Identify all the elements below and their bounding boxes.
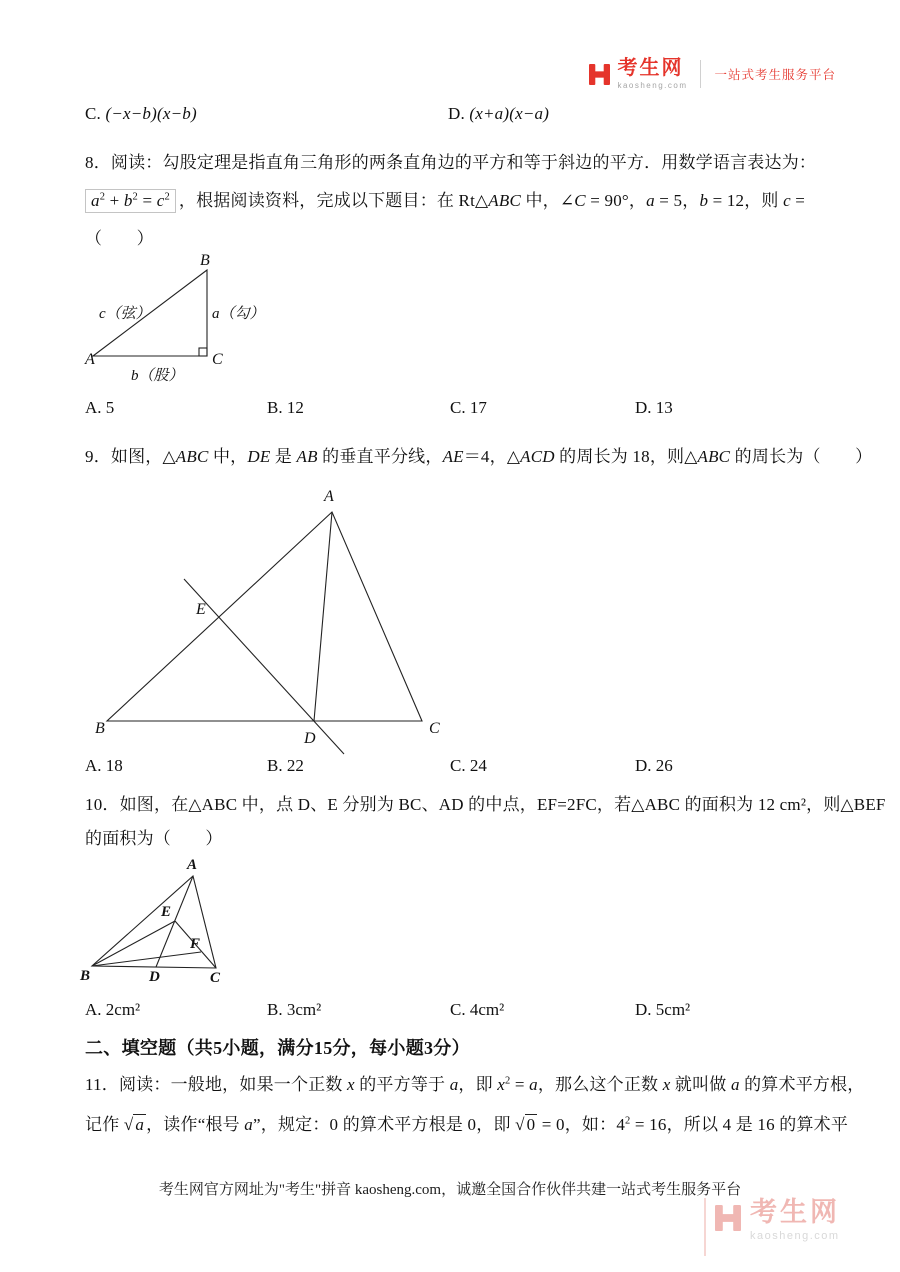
question8-answer-blank: （ ） [85,229,154,248]
question10-text-line1: 10．如图，在△ABC 中，点 D、E 分别为 BC、AD 的中点，EF=2FC，若△ABC 的面积为 12 cm²，则△BEF [85,795,886,814]
side-label-leg-b: b（股） [131,368,184,384]
segment-bf [92,952,201,966]
point-label-f: F [190,936,201,952]
question10-option-a: A. 2cm² [85,1000,141,1019]
brand-text-block [617,58,687,90]
question8-option-a: A. 5 [85,398,115,417]
segment-be [92,921,175,966]
brand-tagline: 一站式考生服务平台 [714,68,836,82]
point-label-d: D [149,969,160,985]
brand-logo[interactable] [589,58,836,90]
watermark-h-icon [715,1205,741,1231]
watermark-divider [704,1198,706,1256]
watermark [704,1198,840,1256]
question9-option-a: A. 18 [85,756,123,775]
question8-text-line1: 8．阅读：勾股定理是指直角三角形的两条直角边的平方和等于斜边的平方．用数学语言表达为： [85,153,817,172]
vertex-label-c: C [429,720,440,737]
question10-option-b: B. 3cm² [267,1000,322,1019]
question8-option-c: C. 17 [450,398,487,417]
question7-option-c: C. (−x−b)(x−b) [85,104,197,123]
watermark-brand-name: 考生网 [750,1197,840,1227]
question11-text-line1: 11．阅读：一般地，如果一个正数 x 的平方等于 a，即 $x^2 = a$，那么这个正数 x 就叫做 a 的算术平方根， [85,1075,865,1094]
vertex-label-b: B [80,968,91,984]
point-label-e: E [196,601,206,618]
vertex-label-a: A [187,857,198,873]
question9-options-row [85,756,855,776]
vertex-label-a: A [85,351,95,368]
point-label-e: E [161,904,172,920]
question8-options-row [85,398,855,418]
question10-option-d: D. 5cm² [635,1000,691,1019]
question8-text-line2-rest: ，根据阅读资料，完成以下题目：在 Rt△ABC 中，∠C = 90°，a = 5，b = 12，则 c = [178,191,806,210]
question9-option-b: B. 22 [267,756,304,775]
brand-name: 考生网 [617,57,684,79]
vertex-label-b: B [95,720,105,737]
vertex-label-c: C [210,970,221,986]
brand-domain: kaosheng.com [617,81,688,90]
section2-title: 二、填空题（共5小题，满分15分，每小题3分） [85,1038,470,1058]
triangle-abc [92,876,216,968]
q10-triangle-diagram [80,856,250,992]
footer-text: 考生网官方网址为"考生"拼音 kaosheng.com，诚邀全国合作伙伴共建一站式考生服务平台 [158,1182,742,1198]
segment-ad [314,512,332,721]
question8-option-b: B. 12 [267,398,304,417]
pythagorean-formula: $a^2 + b^2 = c^2$ [85,189,176,213]
question8-text-line2 [85,186,805,211]
perpendicular-bisector-line [184,579,344,754]
brand-divider [700,60,701,88]
right-angle-mark [199,348,207,356]
side-label-hypotenuse: c（弦） [99,306,151,322]
question8-option-d: D. 13 [635,398,673,417]
question9-text: 9．如图，△ABC 中，DE 是 AB 的垂直平分线，AE＝4，△ACD 的周长为 18，则△ABC 的周长为（ ） [85,447,873,466]
vertex-label-a: A [324,488,334,505]
question7-options-row [85,104,845,124]
question9-option-c: C. 24 [450,756,487,775]
vertex-label-c: C [212,351,223,368]
vertex-label-b: B [200,252,210,269]
question11-text-line2: 记作 √ a ，读作“根号 a”，规定：0 的算术平方根是 0，即 √ 0 = 0，如：$4^2 = 16$，所以 4 是 16 的算术平 [85,1115,849,1134]
question10-options-row [85,1000,855,1020]
triangle-abc [107,512,422,721]
point-label-d: D [304,730,316,747]
q8-right-triangle-diagram [85,252,320,392]
question9-option-d: D. 26 [635,756,673,775]
question10-option-c: C. 4cm² [450,1000,505,1019]
side-label-leg-a: a（勾） [212,306,265,322]
watermark-brand-domain: kaosheng.com [750,1229,840,1242]
q9-triangle-diagram [95,484,450,756]
question10-text-line2: 的面积为（ ） [85,829,223,848]
watermark-text-block [750,1198,840,1242]
brand-h-icon [589,64,610,85]
question7-option-d: D. (x+a)(x−a) [448,104,550,123]
